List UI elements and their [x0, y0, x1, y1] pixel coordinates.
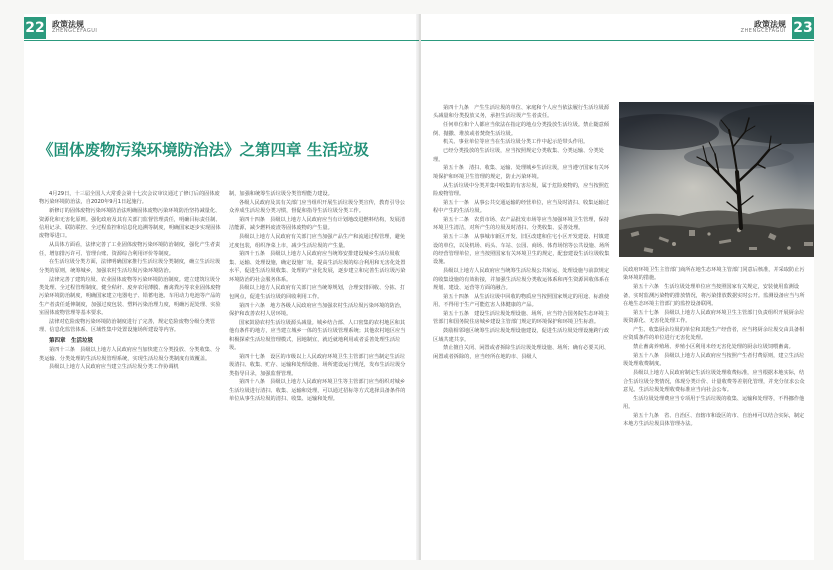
paragraph: 从具体方面看，法律完善了工业固体废物污染环境防治制度，强化产生者责任，增加排污许可、管理台账、资源综合利用评价等制度。 — [39, 242, 221, 257]
paragraph: 第四十六条 地方各级人民政府应当加强农村生活垃圾污染环境的防治，保护和改善农村人居环境。 — [229, 302, 406, 318]
paragraph: 第五十三条 从事城市新区开发、旧区改建和住宅小区开发建设、村镇建设的单位，以及机场、码头、车站、公园、商场、体育场馆等公共设施、场所的经营管理单位，应当按照国家有关环境卫生的规定，配套建设生活垃圾收集设施。 — [433, 234, 610, 266]
paragraph: 民政府环境卫生主管部门商所在地生态环境主管部门同意后核准，并采取防止污染环境的措施。 — [623, 267, 805, 282]
paragraph: 第四十三条 县级以上地方人民政府应当加快建立分类投放、分类收集、分类运输、分类处理的生活垃圾管理系统，实现生活垃圾分类制度有效覆盖。 — [39, 347, 221, 362]
chapter-heading: 第四章 生活垃圾 — [49, 337, 94, 344]
paragraph: 第四十九条 产生生活垃圾的单位、家庭和个人应当依法履行生活垃圾源头减量和分类投放义务，承担生活垃圾产生者责任。 — [433, 105, 610, 120]
text-column-4 — [623, 266, 805, 429]
paragraph: 第四十八条 县级以上地方人民政府环境卫生等主管部门应当组织对城乡生活垃圾进行清扫、收集、运输和处理，可以通过招标等方式选择具备条件的单位从事生活垃圾的清扫、收集、运输和处理。 — [229, 379, 406, 403]
paragraph: 第五十六条 生活垃圾处理单位应当按照国家有关规定，安装使用监测设备，实时监测污染物的排放情况，将污染排放数据实时公开。监测设备应当与所在地生态环境主管部门的监控设备联网。 — [623, 284, 805, 308]
text-column-3 — [433, 104, 613, 362]
dead-tree-illustration — [619, 102, 814, 257]
text-column-1 — [39, 190, 222, 372]
paragraph: 已经分类投放的生活垃圾，应当按照规定分类收集、分类运输、分类处理。 — [433, 148, 604, 163]
paragraph: 国家鼓励农村生活垃圾源头减量。城乡结合部、人口密集的农村地区和其他有条件的地方，应当建立城乡一体的生活垃圾管理系统；其他农村地区应当积极探索生活垃圾管理模式，因地制宜，就近就地利用或者妥善处理生活垃圾。 — [229, 319, 406, 352]
section-title-right: 政策法规 — [754, 20, 786, 29]
paragraph: 禁止擅自关闭、闲置或者拆除生活垃圾处理设施、场所；确有必要关闭、闲置或者拆除的，应当经所在地的市、县级人 — [433, 345, 610, 360]
paragraph: 第五十五条 建设生活垃圾处理设施、场所，应当符合国务院生态环境主管部门和国务院住房城乡建设主管部门规定的环境保护和环境卫生标准。 — [433, 311, 610, 326]
paragraph: 法律对危险废物污染环境防治制度进行了完善，规定危险废物分级分类管理、信息化监管体系、区域性集中处置设施场所建设等内容。 — [39, 319, 216, 334]
right-page — [421, 14, 814, 560]
paragraph: 第五十九条 省、自治区、直辖市和设区的市、自治州可以结合实际，制定本地方生活垃圾具体管理办法。 — [623, 413, 805, 428]
paragraph: 县级以上地方人民政府制定生活垃圾处理收费标准，应当根据本地实际，结合生活垃圾分类情况，体现分类计价、计量收费等差别化管理，并充分征求公众意见。生活垃圾处理收费标准应当向社会公布。 — [623, 370, 805, 394]
page-number-right: 23 — [792, 17, 814, 39]
paragraph: 任何单位和个人都应当依法在指定的地点分类投放生活垃圾。禁止随意倾倒、抛撒、堆放或者焚烧生活垃圾。 — [433, 122, 610, 137]
text-column-2 — [229, 190, 409, 404]
paragraph: 第四十七条 设区的市级以上人民政府环境卫生主管部门应当制定生活垃圾清扫、收集、贮存、运输和处理设施、场所建设运行规范，发布生活垃圾分类指导目录，加强监督管理。 — [229, 353, 406, 377]
paragraph: 第五十一条 从事公共交通运输的经营单位，应当及时清扫、收集运输过程中产生的生活垃圾。 — [433, 199, 610, 215]
paragraph: 制，加强和统筹生活垃圾分类管理能力建设。 — [229, 191, 333, 197]
paragraph: 第五十八条 县级以上地方人民政府应当按照产生者付费原则，建立生活垃圾处理收费制度。 — [623, 353, 805, 368]
paragraph: 第五十四条 从生活垃圾中回收的物质应当按照国家规定的用途、标准使用，不得用于生产可能危害人体健康的产品。 — [433, 293, 610, 309]
paragraph: 产生、收集厨余垃圾的单位和其他生产经营者，应当将厨余垃圾交由具备相应资质条件的单位进行无害化处理。 — [623, 327, 805, 342]
paragraph: 新修订的固体废物污染环境防治法明确固体废物污染环境防治坚持减量化、资源化和无害化原则。强化政府及其有关部门监督管理责任，明确目标责任制、信用记录、联防联控、全过程监控和信息化追溯等制度，明确国家逐步实现固体废物零进口。 — [39, 208, 221, 240]
article-title: 《固体废物污染环境防治法》之第四章 生活垃圾 — [38, 141, 369, 159]
section-subtitle-right: ZHENGCEFAGUI — [740, 28, 786, 34]
paragraph: 第五十二条 农贸市场、农产品批发市场等应当加强环境卫生管理，保持环境卫生清洁，对所产生的垃圾及时清扫、分类收集、妥善处理。 — [433, 217, 610, 232]
paragraph: 从生活垃圾中分类并集中收集的有害垃圾，属于危险废物的，应当按照危险废物管理。 — [433, 182, 610, 198]
header-rule-left — [24, 40, 419, 41]
paragraph: 法律完善了建筑垃圾、农业固体废物等污染环境防治制度。建立建筑垃圾分类处理、全过程管理制度，健全秸秆、废弃农用薄膜、畜禽粪污等农业固体废物污染环境防治制度，明确国家建立电器电子、铅蓄电池、车用动力电池等产品的生产者责任延伸制度，加强过度包装、塑料污染治理力度，明确污泥处理、实验室固体废物管理等基本要求。 — [39, 276, 221, 317]
section-title-left: 政策法规 — [52, 20, 84, 29]
paragraph: 机关、事业单位等应当在生活垃圾分类工作中起示范带头作用。 — [443, 139, 589, 146]
paragraph: 第五十七条 县级以上地方人民政府环境卫生主管部门负责组织开展厨余垃圾资源化、无害化处理工作。 — [623, 309, 805, 325]
header-rule-right — [421, 40, 814, 41]
paragraph: 第四十五条 县级以上地方人民政府应当统筹安排建设城乡生活垃圾收集、运输、处理设施，确定设施厂址，提高生活垃圾的综合利用和无害化处置水平，促进生活垃圾收集、处理的产业化发展，逐步建立和完善生活垃圾污染环境防治的社会服务体系。 — [229, 251, 406, 283]
paragraph: 生活垃圾处理费应当专项用于生活垃圾的收集、运输和处理等，不得挪作他用。 — [623, 395, 805, 411]
paragraph: 第五十条 清扫、收集、运输、处理城乡生活垃圾，应当遵守国家有关环境保护和环境卫生管理的规定，防止污染环境。 — [433, 165, 610, 180]
paragraph: 禁止畜禽养殖场、养殖小区利用未经无害化处理的厨余垃圾饲喂畜禽。 — [633, 344, 794, 351]
paragraph: 第四十四条 县级以上地方人民政府应当有计划地改进燃料结构，发展清洁能源，减少燃料废渣等固体废物的产生量。 — [229, 217, 406, 232]
paragraph: 县级以上地方人民政府应当建立生活垃圾分类工作协调机 — [49, 364, 179, 371]
paragraph: 县级以上地方人民政府应当统筹生活垃圾公共转运、处理设施与前款规定的收集设施的有效衔接，并加强生活垃圾分类收运体系和再生资源回收体系在规划、建设、运营等方面的融合。 — [433, 268, 610, 292]
paragraph: 4月29日，十三届全国人大常委会第十七次会议审议通过了修订后的固体废物污染环境防治法，自2020年9月1日起施行。 — [39, 191, 220, 206]
photo-polluted-landscape — [619, 102, 814, 257]
paragraph: 在生活垃圾分类方面，法律明确国家推行生活垃圾分类制度，确立生活垃圾分类的原则，统筹城乡，加强农村生活垃圾污染环境防治。 — [39, 259, 221, 274]
section-subtitle-left: ZHENGCEFAGUI — [52, 28, 98, 34]
page-number-left: 22 — [24, 17, 46, 39]
paragraph: 县级以上地方人民政府有关部门应当加强产品生产和流通过程管理，避免过度包装，组织净菜上市，减少生活垃圾的产生量。 — [229, 234, 406, 249]
paragraph: 鼓励相邻地区统筹生活垃圾处理设施建设，促进生活垃圾处理设施跨行政区域共建共享。 — [433, 328, 610, 343]
paragraph: 县级以上地方人民政府有关部门应当统筹规划，合理安排回收、分拣、打包网点，促进生活垃圾的回收利用工作。 — [229, 285, 406, 300]
left-page — [24, 14, 419, 560]
paragraph: 各级人民政府及其有关部门应当组织开展生活垃圾分类宣传，教育引导公众养成生活垃圾分类习惯，督促和指导生活垃圾分类工作。 — [229, 199, 406, 215]
